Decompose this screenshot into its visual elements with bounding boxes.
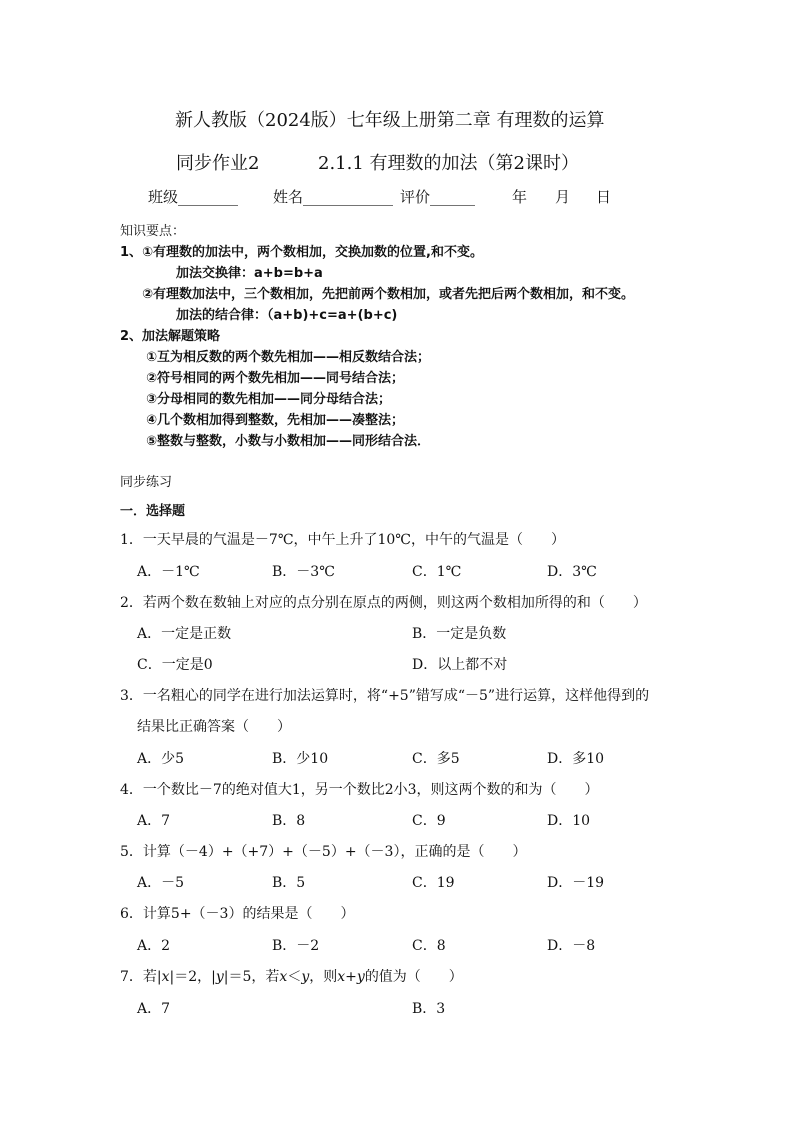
q2-option-a: A．一定是正数: [137, 626, 232, 642]
strategy-5: ⑤整数与整数，小数与小数相加——同形结合法．: [146, 434, 431, 449]
question-1: 1．一天早晨的气温是－7℃，中午上升了10℃，中午的气温是（ ）: [120, 532, 565, 548]
q2-option-c: C．一定是0: [137, 657, 213, 673]
q6-option-c: C．8: [412, 938, 446, 954]
q2-option-d: D．以上都不对: [412, 657, 508, 673]
year-label: 年: [512, 188, 528, 206]
class-field: 班级________: [148, 188, 239, 206]
page-title: 新人教版（2024版）七年级上册第二章 有理数的运算: [175, 110, 605, 131]
q7-var-x: x: [161, 969, 170, 985]
section-heading: 一．选择题: [120, 504, 186, 519]
q7-text-e: 的值为（ ）: [364, 969, 463, 985]
strategy-1: ①互为相反数的两个数先相加——相反数结合法；: [146, 350, 431, 365]
q6-option-a: A．2: [137, 938, 171, 954]
q7-text-b: |＝2，|: [169, 969, 216, 985]
q4-option-a: A．7: [137, 813, 171, 829]
knowledge-point-2: ②有理数加法中，三个数相加，先把前两个数相加，或者先把后两个数相加，和不变。: [142, 287, 635, 302]
strategy-3: ③分母相同的数先相加——同分母结合法；: [146, 392, 392, 407]
question-7: [120, 966, 463, 986]
q1-option-a: A．－1℃: [137, 564, 200, 580]
q3-option-c: C．多5: [412, 751, 460, 767]
q6-option-b: B．－2: [272, 938, 320, 954]
q5-option-c: C．19: [412, 875, 455, 891]
q1-option-b: B．－3℃: [272, 564, 335, 580]
q7-plus: +: [345, 969, 357, 985]
q7-text-a: 7．若|: [120, 969, 162, 985]
q5-option-b: B．5: [272, 875, 306, 891]
q1-option-c: C．1℃: [412, 564, 462, 580]
assignment-label: 同步作业2: [176, 153, 260, 174]
strategy-2: ②符号相同的两个数先相加——同号结合法；: [146, 371, 405, 386]
question-4: 4．一个数比－7的绝对值大1，另一个数比2小3，则这两个数的和为（ ）: [120, 782, 599, 798]
q4-option-b: B．8: [272, 813, 306, 829]
lesson-title: 2.1.1 有理数的加法（第2课时）: [318, 153, 579, 174]
q3-option-b: B．少10: [272, 751, 329, 767]
q7-text-c: |＝5，若: [223, 969, 280, 985]
q4-option-d: D．10: [547, 813, 591, 829]
q7-option-a: A．7: [137, 1001, 171, 1017]
strategy-4: ④几个数相加得到整数，先相加——凑整法；: [146, 413, 405, 428]
question-2: 2．若两个数在数轴上对应的点分别在原点的两侧，则这两个数相加所得的和（ ）: [120, 595, 647, 611]
knowledge-heading: 知识要点：: [120, 224, 186, 239]
practice-heading: 同步练习: [120, 475, 173, 490]
q7-var-y2: y: [301, 969, 310, 985]
q6-option-d: D．－8: [547, 938, 596, 954]
q7-text-d: ，则: [309, 969, 338, 985]
question-3-cont: 结果比正确答案（ ）: [137, 719, 291, 735]
q2-option-b: B．一定是负数: [412, 626, 507, 642]
question-6: 6．计算5+（－3）的结果是（ ）: [120, 906, 355, 922]
month-label: 月: [555, 188, 571, 206]
q7-var-x2: x: [279, 969, 288, 985]
q4-option-c: C．9: [412, 813, 446, 829]
q3-option-a: A．少5: [137, 751, 185, 767]
associative-law: 加法的结合律：（a+b)+c=a+(b+c): [176, 308, 398, 323]
q1-option-d: D．3℃: [547, 564, 597, 580]
q7-lt: ＜: [287, 969, 302, 985]
commutative-law: 加法交换律：a+b=b+a: [176, 266, 323, 281]
q7-var-y: y: [215, 969, 224, 985]
knowledge-point-1: 1、①有理数的加法中，两个数相加，交换加数的位置,和不变。: [120, 245, 483, 260]
q5-option-a: A．－5: [137, 875, 185, 891]
q7-var-x3: x: [337, 969, 346, 985]
q7-option-b: B．3: [412, 1001, 446, 1017]
question-3: 3．一名粗心的同学在进行加法运算时，将“+5”错写成“－5”进行运算，这样他得到的: [120, 688, 650, 704]
q5-option-d: D．－19: [547, 875, 605, 891]
question-5: 5．计算（－4）+（+7）+（－5）+（－3），正确的是（ ）: [120, 844, 527, 860]
strategy-heading: 2、加法解题策略: [120, 329, 221, 344]
evaluation-field: 评价______: [400, 188, 476, 206]
name-field: 姓名____________: [273, 188, 394, 206]
q7-var-y3: y: [356, 969, 365, 985]
q3-option-d: D．多10: [547, 751, 605, 767]
day-label: 日: [596, 188, 612, 206]
